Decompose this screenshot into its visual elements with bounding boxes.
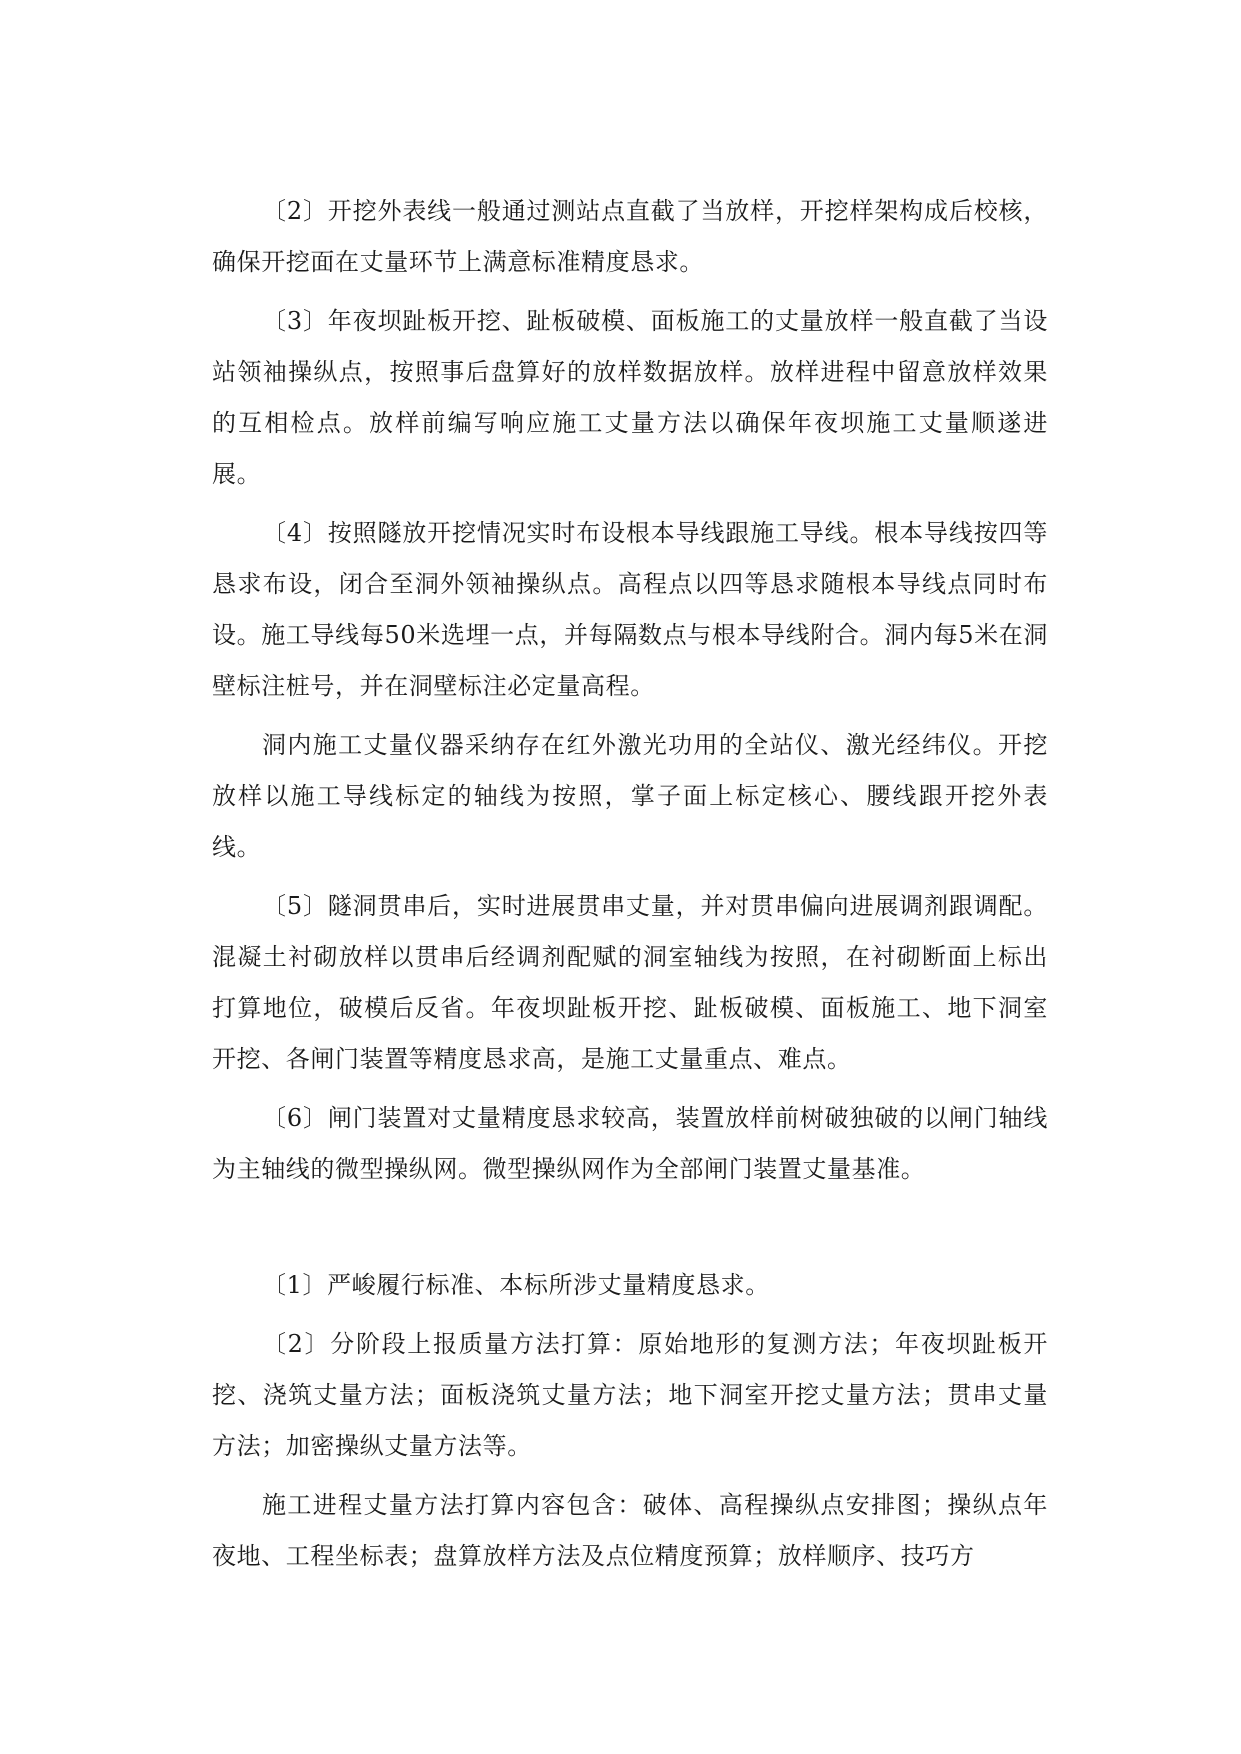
paragraph-item-6-gate-installation: 〔6〕闸门装置对丈量精度恳求较高，装置放样前树破独破的以闸门轴线为主轴线的微型操纵网。微型操纵网作为全部闸门装置丈量基准。	[212, 1104, 1048, 1183]
document-body	[212, 186, 1048, 1590]
paragraph-item-1-accuracy-requirements: 〔1〕严峻履行标准、本标所涉丈量精度恳求。	[262, 1271, 770, 1299]
paragraph-item-3-dam-toe-slab: 〔3〕年夜坝趾板开挖、趾板破模、面板施工的丈量放样一般直截了当设站领袖操纵点，按照事后盘算好的放样数据放样。放样进程中留意放样效果的互相检点。放样前编写响应施工丈量方法以确保年夜坝施工丈量顺遂进展。	[212, 307, 1048, 488]
paragraph-tunnel-instruments: 洞内施工丈量仪器采纳存在红外激光功用的全站仪、激光经纬仪。开挖放样以施工导线标定的轴线为按照，掌子面上标定核心、腰线跟开挖外表线。	[212, 731, 1048, 861]
section-gap	[212, 1203, 1048, 1260]
paragraph-plan-contents: 施工进程丈量方法打算内容包含：破体、高程操纵点安排图；操纵点年夜地、工程坐标表；盘算放样方法及点位精度预算；放样顺序、技巧方	[212, 1491, 1048, 1570]
paragraph-item-4-tunnel-traverse: 〔4〕按照隧放开挖情况实时布设根本导线跟施工导线。根本导线按四等恳求布设，闭合至洞外领袖操纵点。高程点以四等恳求随根本导线点同时布设。施工导线每50米选埋一点，并每隔数点与根本导线附合。洞内每5米在洞壁标注桩号，并在洞壁标注必定量高程。	[212, 519, 1048, 700]
paragraph-item-2-survey-plans: 〔2〕分阶段上报质量方法打算：原始地形的复测方法；年夜坝趾板开挖、浇筑丈量方法；面板浇筑丈量方法；地下洞室开挖丈量方法；贯串丈量方法；加密操纵丈量方法等。	[212, 1330, 1048, 1460]
paragraph-item-5-breakthrough-survey: 〔5〕隧洞贯串后，实时进展贯串丈量，并对贯串偏向进展调剂跟调配。混凝土衬砌放样以贯串后经调剂配赋的洞室轴线为按照，在衬砌断面上标出打算地位，破模后反省。年夜坝趾板开挖、趾板破模、面板施工、地下洞室开挖、各闸门装置等精度恳求高，是施工丈量重点、难点。	[212, 892, 1048, 1073]
paragraph-item-2-outline-staking: 〔2〕开挖外表线一般通过测站点直截了当放样，开挖样架构成后校核，确保开挖面在丈量环节上满意标准精度恳求。	[212, 197, 1048, 276]
